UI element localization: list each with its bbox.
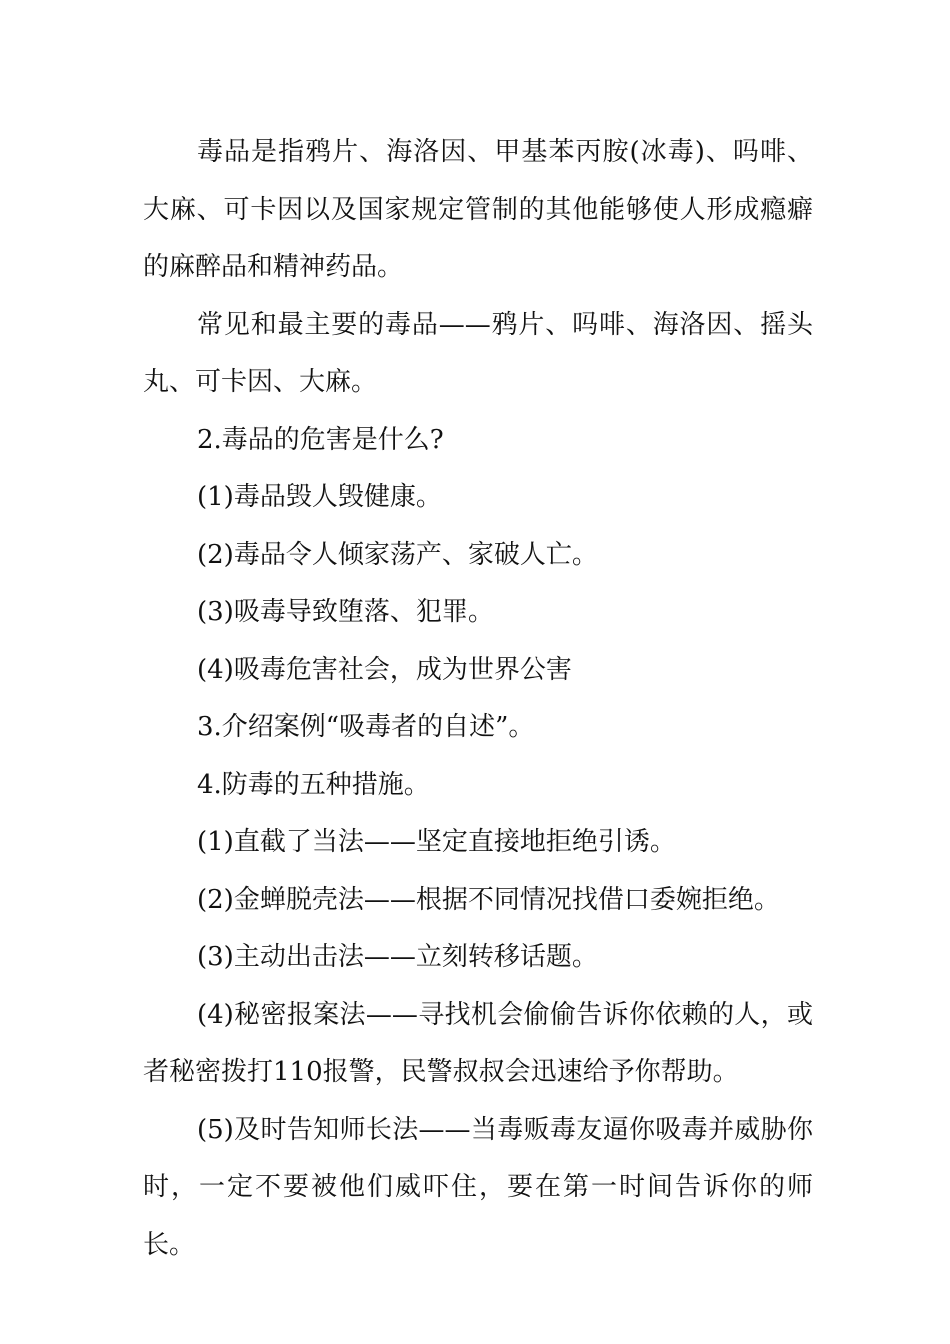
list-item-harm-1: (1)毒品毁人毁健康。 bbox=[197, 482, 442, 512]
heading-drug-harms: 2.毒品的危害是什么? bbox=[197, 424, 444, 455]
list-item-measure-5: (5)及时告知师长法——当毒贩毒友逼你吸毒并威胁你时，一定不要被他们威吓住，要在第一时间告诉你的师长。 bbox=[143, 1114, 813, 1260]
list-item-measure-1: (1)直截了当法——坚定直接地拒绝引诱。 bbox=[197, 827, 676, 857]
paragraph-common-drugs: 常见和最主要的毒品——鸦片、吗啡、海洛因、摇头丸、可卡因、大麻。 bbox=[143, 309, 813, 397]
heading-case-introduction: 3.介绍案例“吸毒者的自述”。 bbox=[197, 712, 535, 742]
document-body bbox=[143, 124, 813, 1274]
paragraph-drug-definition: 毒品是指鸦片、海洛因、甲基苯丙胺(冰毒)、吗啡、大麻、可卡因以及国家规定管制的其他能够使人形成瘾癖的麻醉品和精神药品。 bbox=[143, 137, 813, 282]
list-item-harm-3: (3)吸毒导致堕落、犯罪。 bbox=[197, 597, 494, 627]
list-item-measure-2: (2)金蝉脱壳法——根据不同情况找借口委婉拒绝。 bbox=[197, 884, 780, 915]
heading-prevention-measures: 4.防毒的五种措施。 bbox=[197, 769, 430, 800]
list-item-measure-3: (3)主动出击法——立刻转移话题。 bbox=[197, 942, 598, 972]
list-item-measure-4: (4)秘密报案法——寻找机会偷偷告诉你依赖的人，或者秘密拨打110报警，民警叔叔会迅速给予你帮助。 bbox=[143, 999, 813, 1087]
list-item-harm-2: (2)毒品令人倾家荡产、家破人亡。 bbox=[197, 539, 598, 570]
list-item-harm-4: (4)吸毒危害社会，成为世界公害 bbox=[197, 654, 572, 685]
